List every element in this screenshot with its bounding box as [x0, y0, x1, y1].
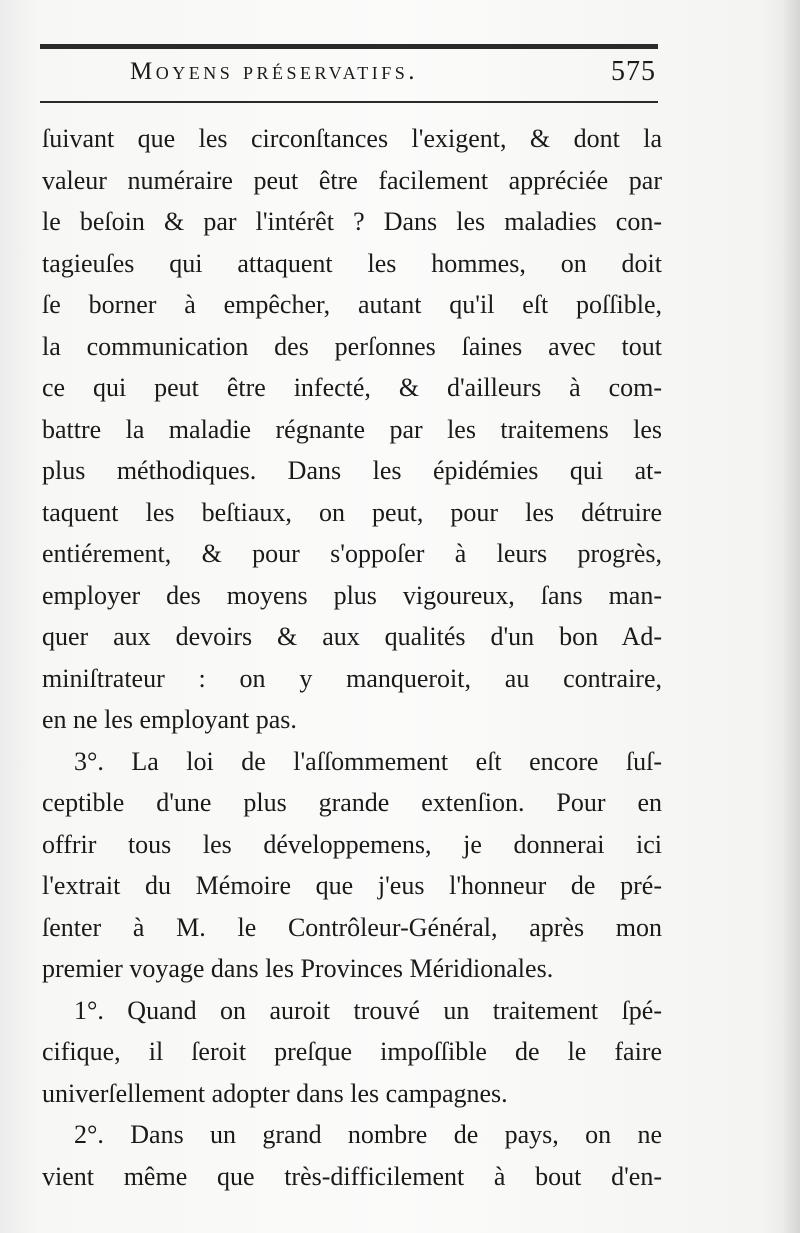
- header-rule: [40, 101, 658, 103]
- running-head: [40, 56, 658, 96]
- text-line: valeur numéraire peut être facilement appréciée par: [42, 165, 662, 195]
- text-line: ſe borner à empêcher, autant qu'il eſt poſſible,: [42, 290, 662, 319]
- text-line: quer aux devoirs & aux qualités d'un bon Ad-: [42, 622, 662, 651]
- text-line: 1°. Quand on auroit trouvé un traitement ſpé-: [74, 995, 662, 1025]
- text-line: employer des moyens plus vigoureux, ſans man-: [42, 580, 662, 610]
- text-line: le beſoin & par l'intérêt ? Dans les maladies con-: [42, 207, 662, 236]
- text-line: vient même que très-difficilement à bout d'en-: [42, 1161, 662, 1191]
- text-line: ſuivant que les circonſtances l'exigent, & dont la: [42, 124, 662, 153]
- text-line: miniſtrateur : on y manqueroit, au contraire,: [42, 663, 662, 693]
- text-line: 3°. La loi de l'aſſommement eſt encore ſuſ-: [74, 746, 662, 776]
- text-line: battre la maladie régnante par les traitemens les: [42, 414, 662, 444]
- text-line: ceptible d'une plus grande extenſion. Pour en: [42, 788, 662, 817]
- running-head-title: Moyens préservatifs.: [130, 58, 419, 85]
- text-line: taquent les beſtiaux, on peut, pour les détruire: [42, 497, 662, 527]
- text-line: plus méthodiques. Dans les épidémies qui at-: [42, 456, 662, 485]
- top-rule: [40, 44, 658, 49]
- text-line: tagieuſes qui attaquent les hommes, on doit: [42, 248, 662, 278]
- text-line: premier voyage dans les Provinces Méridionales.: [42, 954, 554, 983]
- text-line: la communication des perſonnes ſaines avec tout: [42, 331, 662, 361]
- text-line: ce qui peut être infecté, & d'ailleurs à com-: [42, 373, 662, 402]
- page-number: 575: [611, 56, 656, 87]
- text-line: offrir tous les développemens, je donnerai ici: [42, 829, 662, 859]
- text-line: en ne les employant pas.: [42, 705, 297, 734]
- text-line: ſenter à M. le Contrôleur-Général, après mon: [42, 912, 662, 942]
- text-line: cifique, il ſeroit preſque impoſſible de le faire: [42, 1037, 662, 1066]
- body-text: [42, 118, 662, 1197]
- page-edge-shadow: [782, 0, 800, 1233]
- text-line: univerſellement adopter dans les campagnes.: [42, 1078, 508, 1108]
- text-line: entiérement, & pour s'oppoſer à leurs progrès,: [42, 539, 662, 568]
- text-line: l'extrait du Mémoire que j'eus l'honneur de pré-: [42, 871, 662, 900]
- text-line: 2°. Dans un grand nombre de pays, on ne: [74, 1120, 662, 1149]
